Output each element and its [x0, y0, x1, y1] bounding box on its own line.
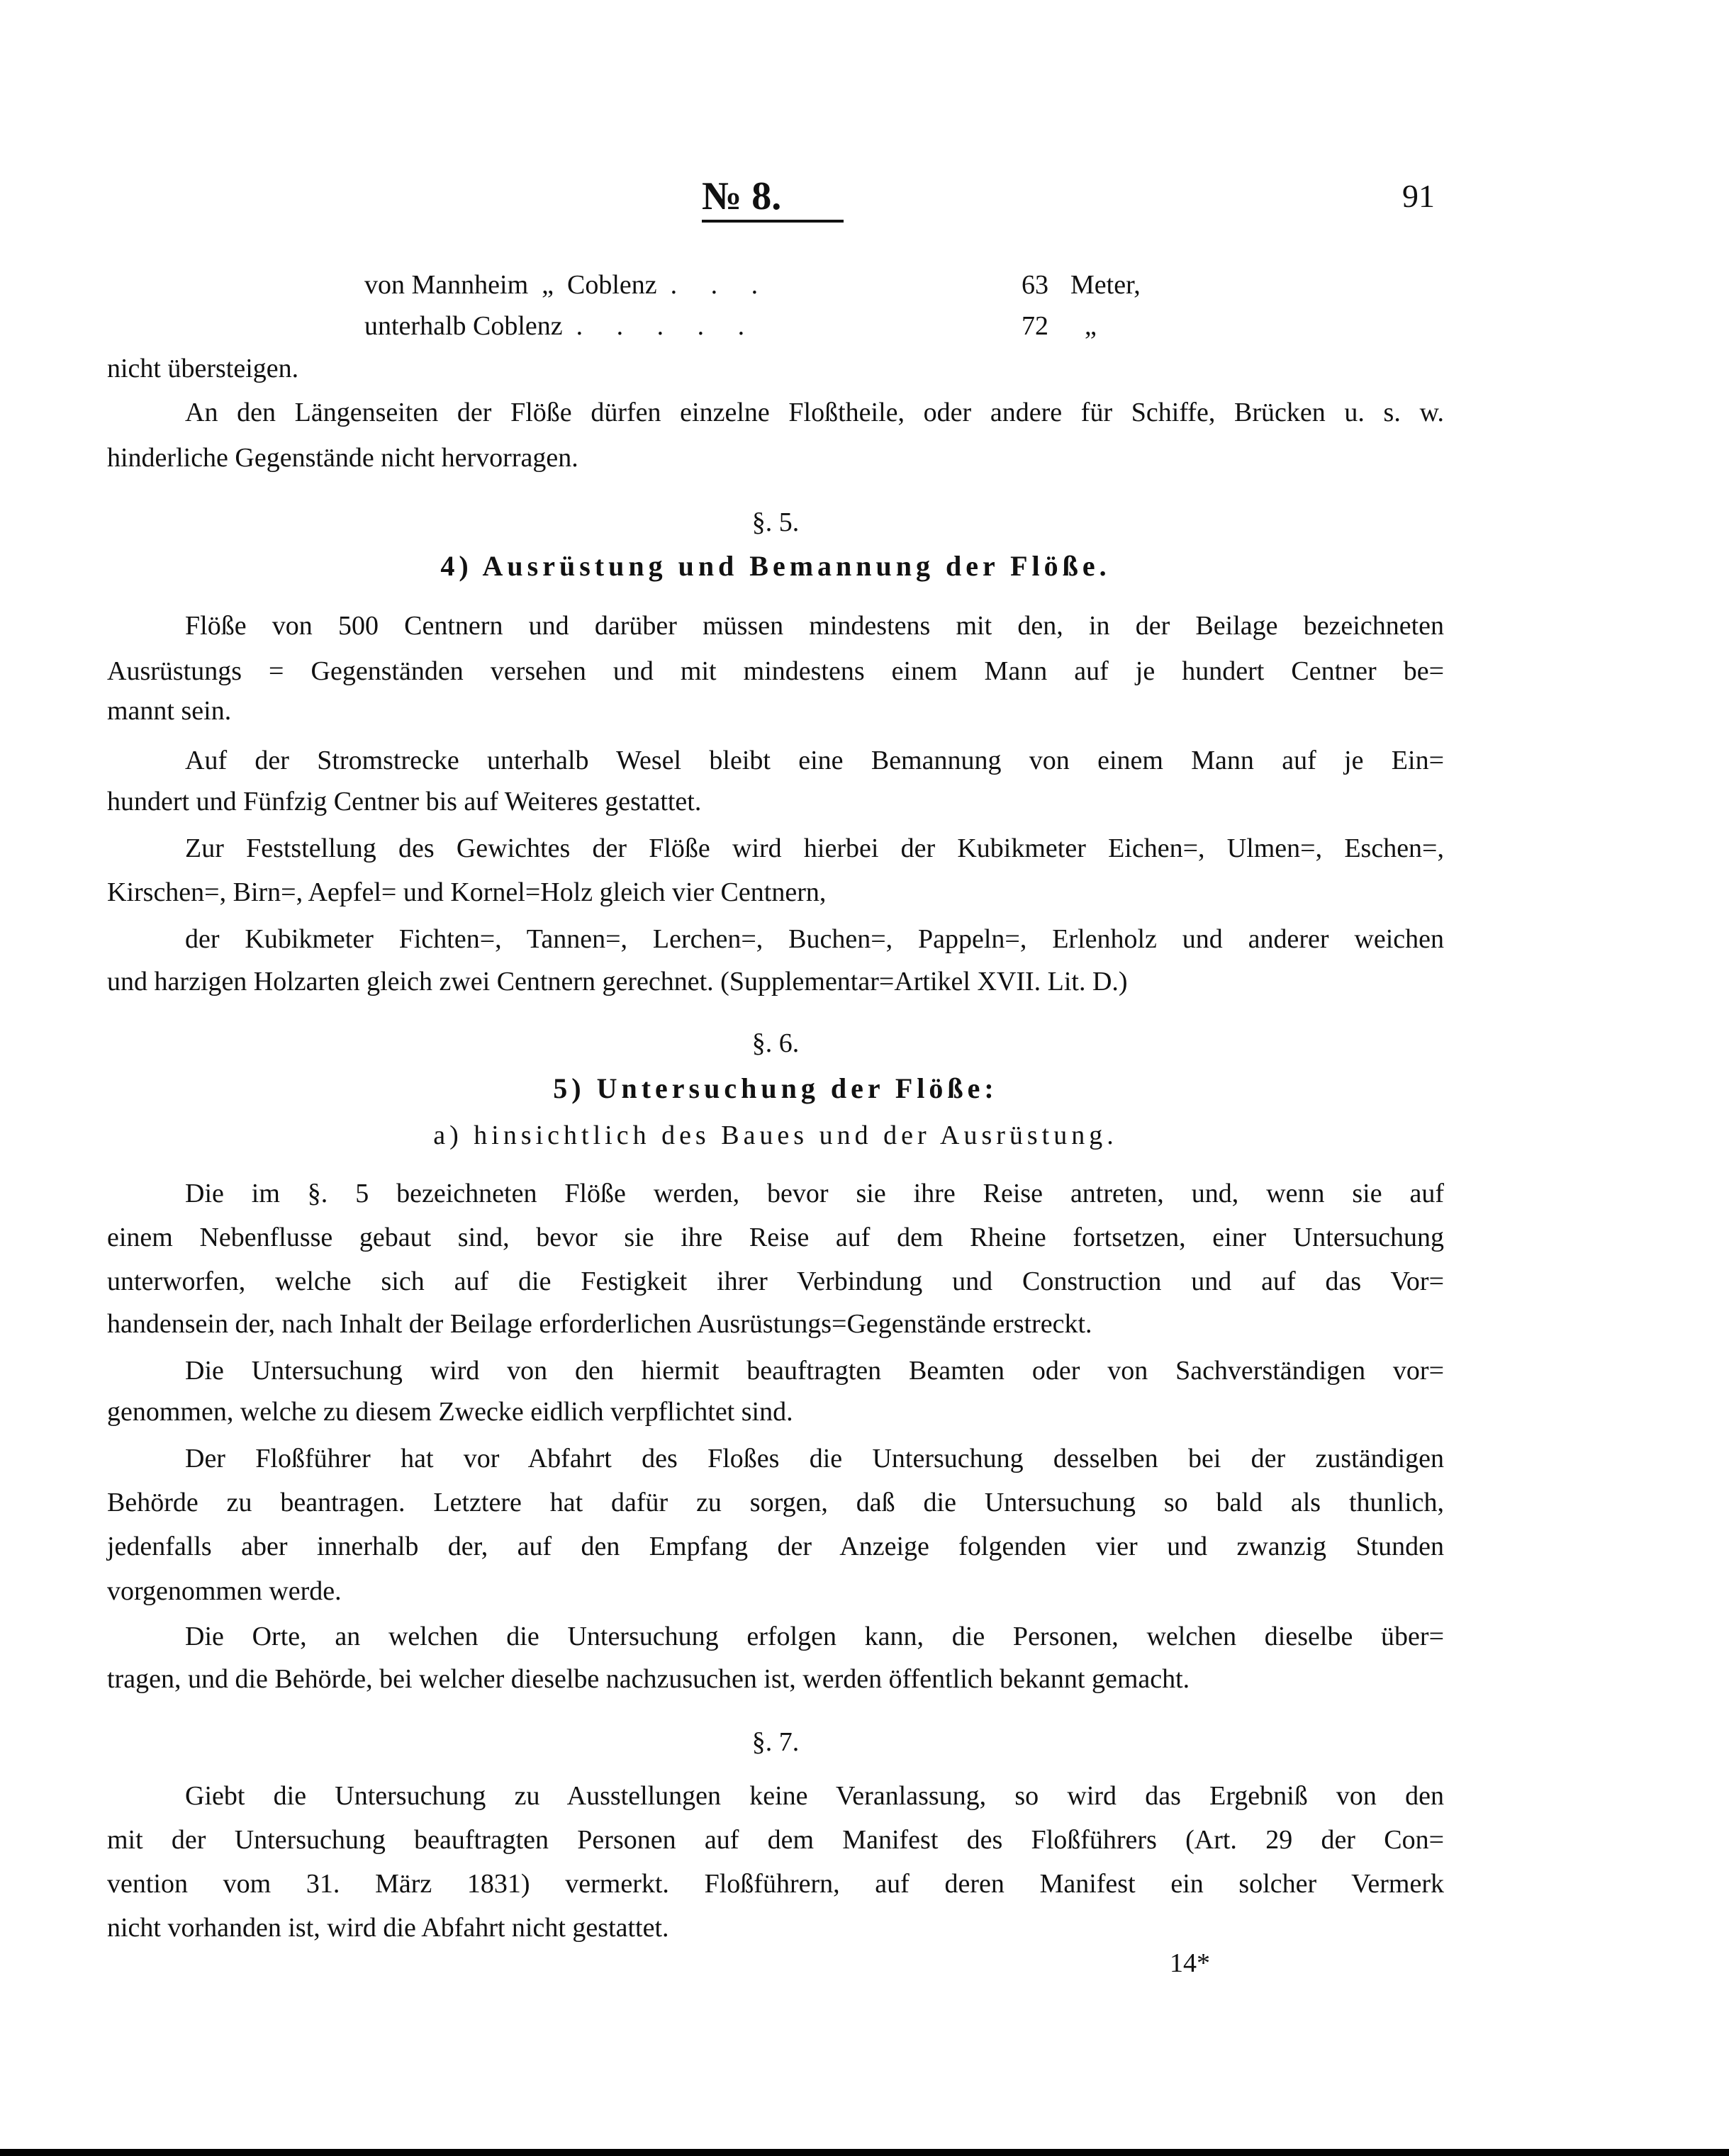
table-row-unit: Meter, [1070, 270, 1141, 300]
signature-mark: 14* [1170, 1948, 1210, 1978]
text-line: tragen, und die Behörde, bei welcher dieselbe nachzusuchen ist, werden öffentlich bekannt gemacht. [107, 1664, 1190, 1694]
text-line: Ausrüstungs = Gegenständen versehen und mit mindestens einem Mann auf je hundert Centner be= [107, 656, 1444, 686]
header-rule [702, 220, 844, 223]
text-line: jedenfalls aber innerhalb der, auf den Empfang der Anzeige folgenden vier und zwanzig Stunden [107, 1532, 1444, 1561]
text-line: Kirschen=, Birn=, Aepfel= und Kornel=Holz gleich vier Centnern, [107, 877, 827, 907]
text-line: nicht vorhanden ist, wird die Abfahrt nicht gestattet. [107, 1913, 669, 1943]
text-line: handensein der, nach Inhalt der Beilage erforderlichen Ausrüstungs=Gegenstände erstreckt. [107, 1309, 1092, 1339]
text-line: Die Orte, an welchen die Untersuchung erfolgen kann, die Personen, welchen dieselbe über= [185, 1622, 1444, 1651]
text-line: vorgenommen werde. [107, 1576, 342, 1606]
text-line: An den Längenseiten der Flöße dürfen einzelne Floßtheile, oder andere für Schiffe, Brücken u. s. w. [185, 398, 1444, 427]
table-row-value: 72 [1022, 311, 1048, 341]
text-line: mannt sein. [107, 696, 232, 726]
text-line: Die im §. 5 bezeichneten Flöße werden, bevor sie ihre Reise antreten, und, wenn sie auf [185, 1179, 1444, 1208]
text-line: genommen, welche zu diesem Zwecke eidlich verpflichtet sind. [107, 1397, 793, 1427]
text-line: hundert und Fünfzig Centner bis auf Weiteres gestattet. [107, 787, 702, 816]
section-title: 5) Untersuchung der Flöße: [553, 1072, 998, 1104]
section-heading: §. 7. [751, 1727, 800, 1757]
scan-border [0, 2149, 1729, 2156]
section-heading: §. 5. [751, 507, 800, 537]
section-title: 4) Ausrüstung und Bemannung der Flöße. [440, 550, 1111, 582]
text-line: mit der Untersuchung beauftragten Personen auf dem Manifest des Floßführers (Art. 29 der Con= [107, 1825, 1444, 1855]
text-line: unterworfen, welche sich auf die Festigkeit ihrer Verbindung und Construction und auf das Vor= [107, 1267, 1444, 1296]
table-row-label: von Mannheim „ Coblenz . . . [364, 270, 759, 300]
text-line: Behörde zu beantragen. Letztere hat dafür zu sorgen, daß die Untersuchung so bald als thunlich, [107, 1488, 1444, 1517]
text-line: hinderliche Gegenstände nicht hervorragen. [107, 443, 578, 473]
issue-number: № 8. [702, 174, 782, 218]
text-line: Auf der Stromstrecke unterhalb Wesel bleibt eine Bemannung von einem Mann auf je Ein= [185, 746, 1444, 775]
table-row-label: unterhalb Coblenz . . . . . [364, 311, 745, 341]
text-line: Die Untersuchung wird von den hiermit beauftragten Beamten oder von Sachverständigen vor= [185, 1356, 1444, 1386]
text-line: nicht übersteigen. [107, 354, 299, 383]
text-line: und harzigen Holzarten gleich zwei Centnern gerechnet. (Supplementar=Artikel XVII. Lit. D.) [107, 967, 1128, 996]
section-subtitle: a) hinsichtlich des Baues und der Ausrüstung. [433, 1121, 1118, 1150]
table-row-unit: „ [1085, 311, 1097, 341]
text-line: der Kubikmeter Fichten=, Tannen=, Lerchen=, Buchen=, Pappeln=, Erlenholz und anderer weichen [185, 924, 1444, 954]
text-line: Der Floßführer hat vor Abfahrt des Floßes die Untersuchung desselben bei der zuständigen [185, 1444, 1444, 1473]
text-line: Giebt die Untersuchung zu Ausstellungen keine Veranlassung, so wird das Ergebniß von den [185, 1781, 1444, 1811]
table-row-value: 63 [1022, 270, 1048, 300]
text-line: vention vom 31. März 1831) vermerkt. Floßführern, auf deren Manifest ein solcher Vermerk [107, 1869, 1444, 1899]
text-line: Zur Feststellung des Gewichtes der Flöße wird hierbei der Kubikmeter Eichen=, Ulmen=, Eschen=, [185, 833, 1444, 863]
text-line: einem Nebenflusse gebaut sind, bevor sie ihre Reise auf dem Rheine fortsetzen, einer Untersuchung [107, 1223, 1444, 1252]
text-line: Flöße von 500 Centnern und darüber müssen mindestens mit den, in der Beilage bezeichneten [185, 611, 1444, 641]
section-heading: §. 6. [751, 1028, 800, 1058]
page-number: 91 [1402, 178, 1435, 214]
